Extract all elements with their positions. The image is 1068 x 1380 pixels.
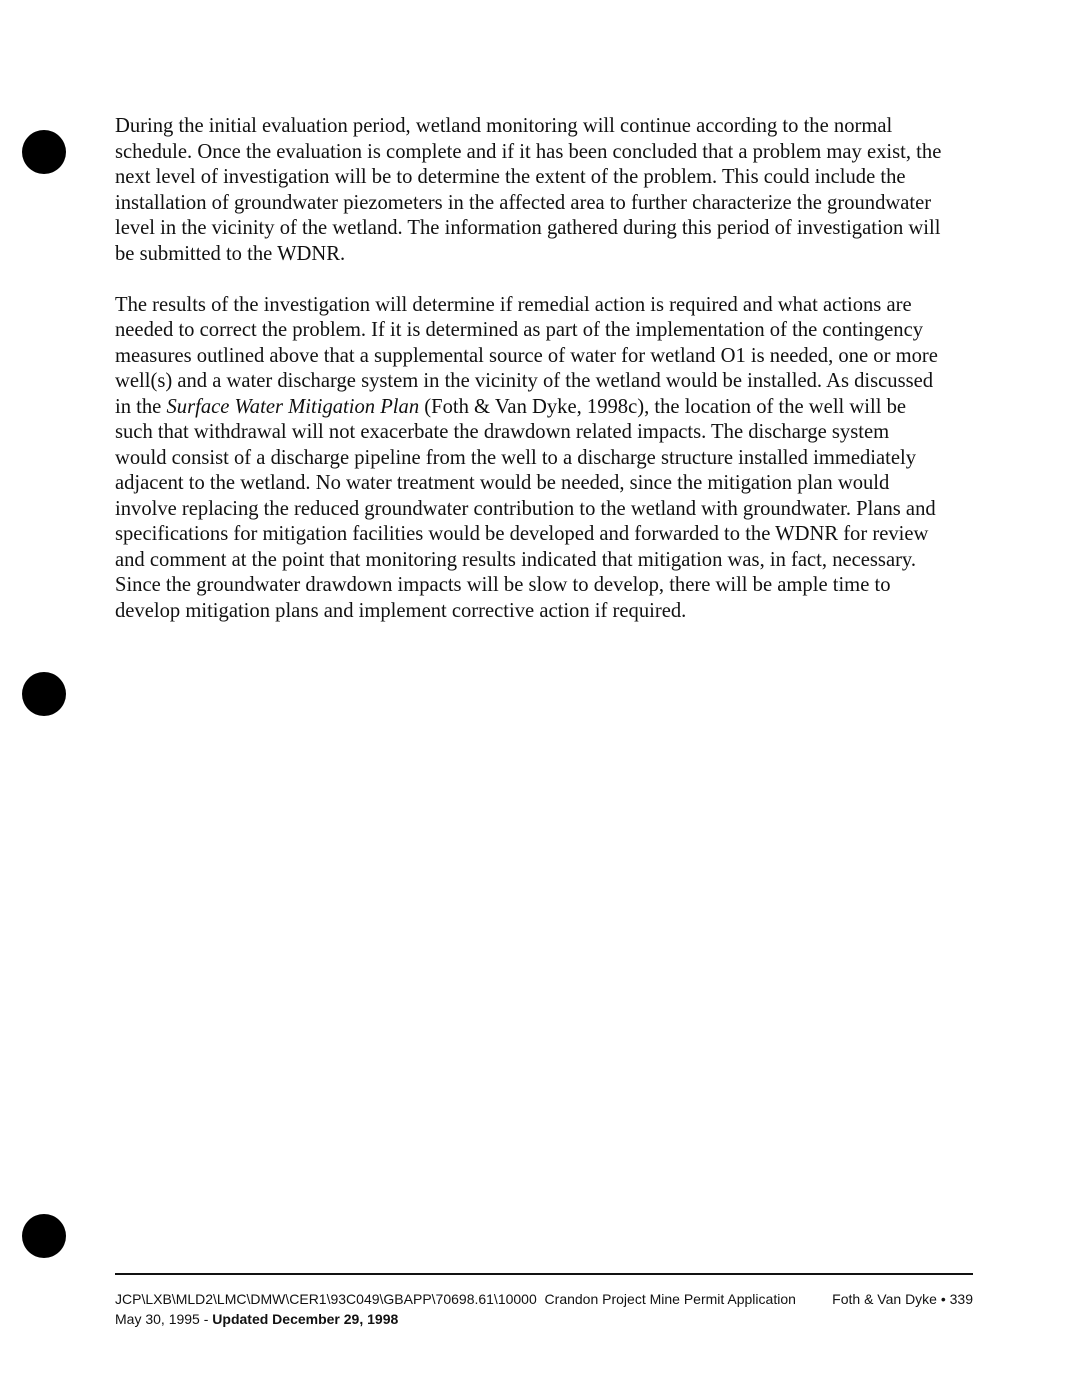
paragraph-initial-evaluation: During the initial evaluation period, wetland monitoring will continue according to the normal schedule. Once the evaluation is complete and if it has been concluded that a problem may exist, the next level of investigation will be to determine the extent of the problem. This could include the installation of groundwater piezometers in the affected area to further characterize the groundwater level in the vicinity of the wetland. The information gathered during this period of investigation will be submitted to the WDNR. — [115, 115, 942, 265]
document-body — [115, 114, 945, 650]
paragraph-text: The results of the investigation will determine if remedial action is required and what actions are needed to correct the problem. If it is determined as part of the implementation of the contingency measures outlined above that a supplemental source of water for wetland O1 is needed, one or more well(s) and a water discharge system in the vicinity of the wetland would be installed. As discussed in the — [115, 293, 938, 418]
footer-updated-date: Updated December 29, 1998 — [212, 1311, 399, 1327]
footer-company-page-number: Foth & Van Dyke • 339 — [832, 1291, 973, 1307]
paragraph-investigation-results — [115, 293, 945, 625]
binder-hole — [22, 1214, 66, 1258]
binder-hole — [22, 672, 66, 716]
footer-document-title: Crandon Project Mine Permit Application — [544, 1291, 796, 1307]
paragraph-text: (Foth & Van Dyke, 1998c), the location of the well will be such that withdrawal will not exacerbate the drawdown related impacts. The discharge system would consist of a discharge pipeline from the well to a discharge structure installed immediately adjacent to the wetland. No water treatment would be needed, since the mitigation plan would involve replacing the reduced groundwater contribution to the wetland with groundwater. Plans and specifications for mitigation facilities would be developed and forwarded to the WDNR for review and comment at the point that monitoring results indicated that mitigation was, in fact, necessary. Since the groundwater drawdown impacts will be slow to develop, there will be ample time to develop mitigation plans and implement corrective action if required. — [115, 395, 936, 622]
footer-date: May 30, 1995 - — [115, 1311, 213, 1327]
page-footer — [115, 1289, 973, 1329]
footer-file-path: JCP\LXB\MLD2\LMC\DMW\CER1\93C049\GBAPP\70698.61\10000 — [115, 1291, 537, 1307]
footer-rule — [115, 1273, 973, 1275]
referenced-document-title: Surface Water Mitigation Plan — [166, 395, 420, 418]
binder-hole — [22, 130, 66, 174]
